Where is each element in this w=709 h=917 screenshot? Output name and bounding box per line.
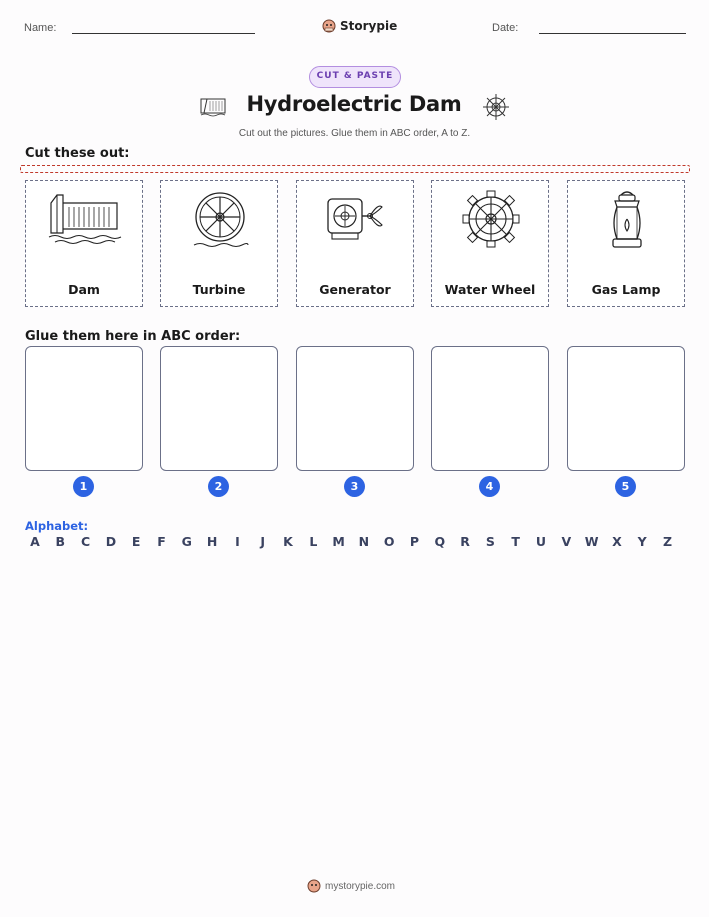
storypie-footer-icon <box>307 879 321 893</box>
glue-slot-3[interactable] <box>296 346 414 471</box>
alphabet-letter: T <box>511 534 520 549</box>
page-title: Hydroelectric Dam <box>246 92 462 116</box>
alphabet-letter: X <box>612 534 622 549</box>
glue-slot-1[interactable] <box>25 346 143 471</box>
name-line <box>72 33 255 34</box>
slot-number-2: 2 <box>208 476 229 497</box>
alphabet-letter: B <box>55 534 66 549</box>
card-label-generator: Generator <box>319 282 391 297</box>
cutout-card-turbine[interactable] <box>160 180 278 307</box>
name-label: Name: <box>24 22 57 34</box>
worksheet-header <box>0 19 709 43</box>
alphabet-letter: A <box>30 534 40 549</box>
alphabet-letter: Q <box>434 534 446 549</box>
slot-number-5: 5 <box>615 476 636 497</box>
cut-heading: Cut these out: <box>25 146 130 161</box>
cutout-card-gas-lamp[interactable] <box>567 180 685 307</box>
alphabet-letter: L <box>309 534 318 549</box>
alphabet-letter: H <box>206 534 218 549</box>
dam-mini-icon <box>199 95 227 117</box>
alphabet-letter: Y <box>637 534 647 549</box>
card-label-water-wheel: Water Wheel <box>444 282 536 297</box>
slot-number-4: 4 <box>479 476 500 497</box>
alphabet-letter: J <box>260 534 266 549</box>
cutout-card-water-wheel[interactable] <box>431 180 549 307</box>
glue-heading: Glue them here in ABC order: <box>25 329 241 344</box>
card-label-gas-lamp: Gas Lamp <box>591 282 661 297</box>
wheel-mini-icon <box>482 93 510 121</box>
slot-number-3: 3 <box>344 476 365 497</box>
cut-and-paste-badge: CUT & PASTE <box>309 66 401 88</box>
slot-number-1: 1 <box>73 476 94 497</box>
card-label-dam: Dam <box>68 282 100 297</box>
water-wheel-icon <box>451 189 531 251</box>
alphabet-letter: C <box>81 534 91 549</box>
cutout-card-generator[interactable] <box>296 180 414 307</box>
date-label: Date: <box>492 22 519 34</box>
generator-icon <box>316 189 396 249</box>
title-row <box>0 92 709 124</box>
gas-lamp-icon <box>587 189 667 253</box>
cutout-card-dam[interactable] <box>25 180 143 307</box>
cut-line <box>20 165 690 173</box>
glue-slot-5[interactable] <box>567 346 685 471</box>
alphabet-letter: K <box>283 534 293 549</box>
storypie-mascot-icon <box>322 19 336 33</box>
alphabet-row <box>26 534 686 550</box>
alphabet-letter: W <box>584 534 599 549</box>
alphabet-label: Alphabet: <box>25 519 89 533</box>
alphabet-letter: D <box>105 534 117 549</box>
glue-slot-4[interactable] <box>431 346 549 471</box>
brand-name: Storypie <box>340 19 398 33</box>
glue-slot-2[interactable] <box>160 346 278 471</box>
date-line <box>539 33 686 34</box>
alphabet-letter: S <box>485 534 495 549</box>
alphabet-letter: V <box>561 534 572 549</box>
brand-logo <box>322 19 397 33</box>
alphabet-letter: E <box>131 534 141 549</box>
alphabet-letter: U <box>535 534 547 549</box>
footer <box>307 879 395 893</box>
alphabet-letter: Z <box>662 534 673 549</box>
turbine-icon <box>180 189 260 251</box>
alphabet-letter: G <box>181 534 192 549</box>
footer-url[interactable]: mystorypie.com <box>325 880 396 892</box>
alphabet-letter: P <box>409 534 420 549</box>
alphabet-letter: O <box>383 534 395 549</box>
alphabet-letter: F <box>157 534 166 549</box>
alphabet-letter: N <box>358 534 370 549</box>
alphabet-letter: I <box>235 534 240 549</box>
instructions: Cut out the pictures. Glue them in ABC order, A to Z. <box>238 128 471 139</box>
dam-icon <box>45 189 125 249</box>
card-label-turbine: Turbine <box>192 282 246 297</box>
alphabet-letter: M <box>332 534 345 549</box>
alphabet-letter: R <box>460 534 470 549</box>
